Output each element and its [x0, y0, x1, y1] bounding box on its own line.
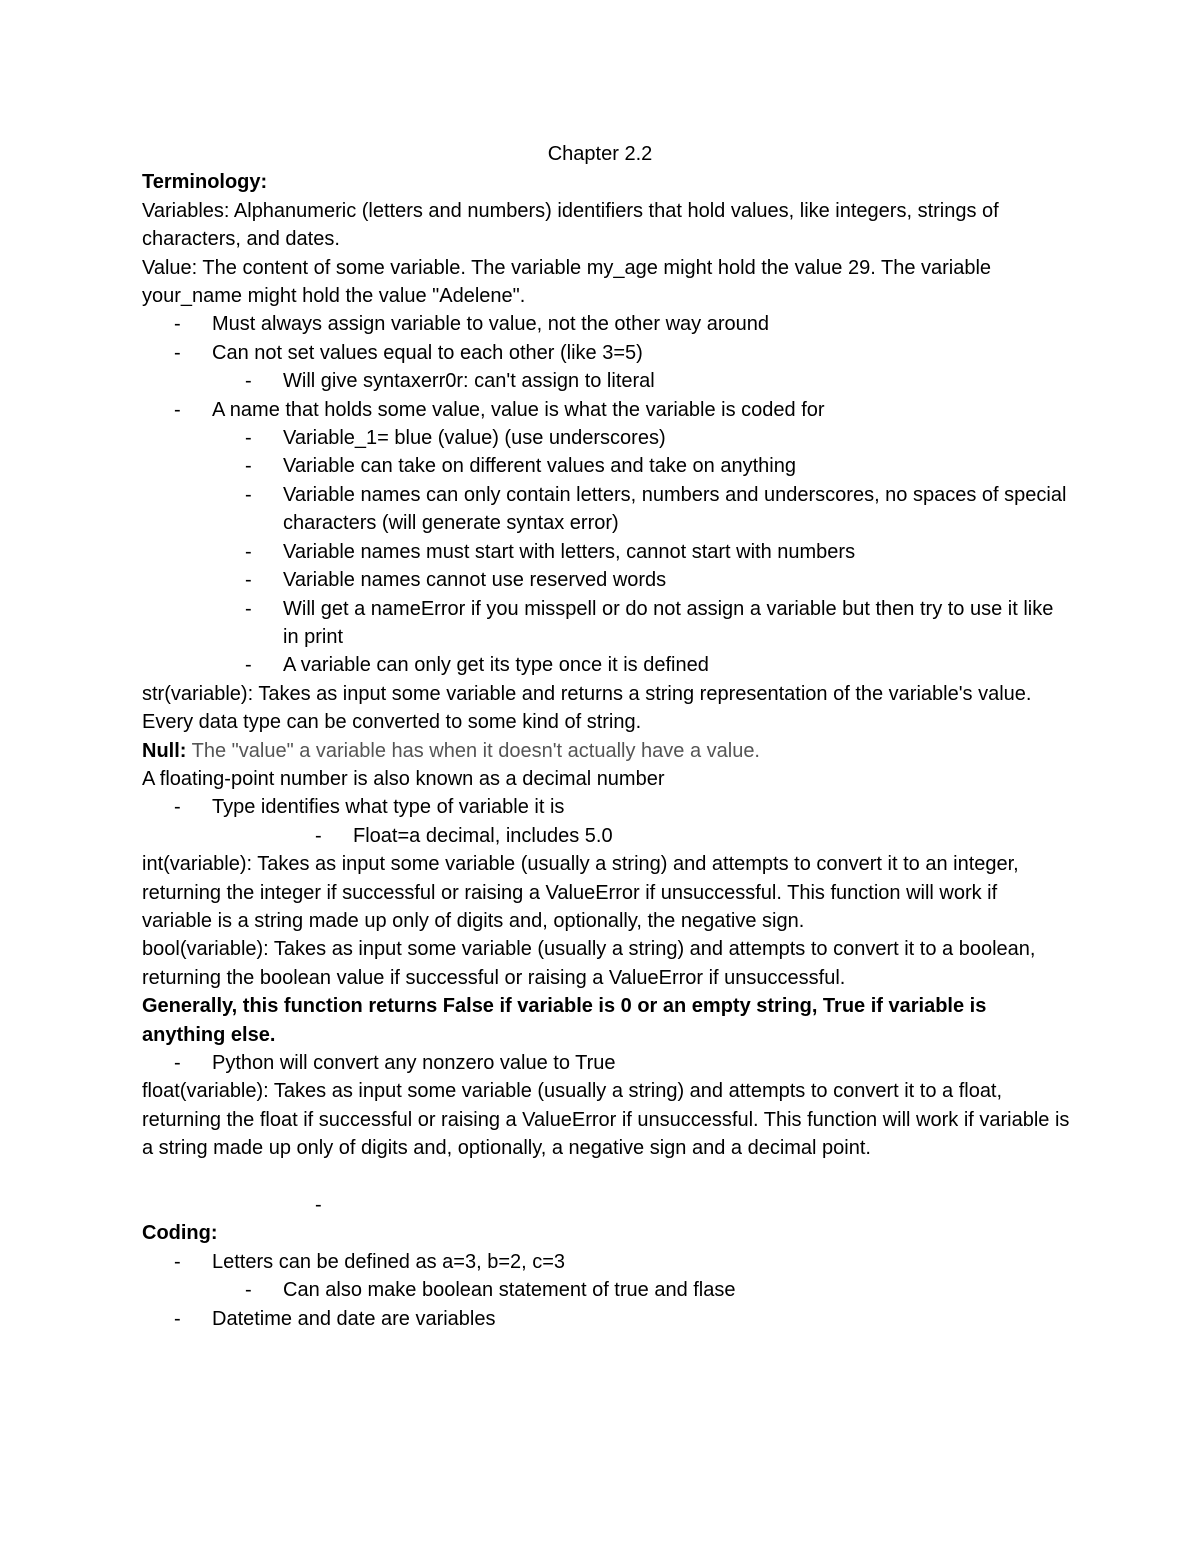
null-text: The "value" a variable has when it doesn't actually have a value. — [186, 739, 760, 762]
page-title: Chapter 2.2 — [547, 143, 653, 165]
list-item — [142, 396, 1072, 424]
list-item — [142, 481, 1072, 538]
list-item-text: Python will convert any nonzero value to True — [212, 1052, 616, 1074]
list-item-text: Letters can be defined as a=3, b=2, c=3 — [212, 1250, 566, 1273]
list-item — [142, 1305, 1072, 1333]
list-item-text: Can not set values equal to each other (like 3=5) — [212, 341, 643, 364]
list-item — [142, 566, 1072, 594]
list-item-text: Can also make boolean statement of true and flase — [283, 1279, 736, 1302]
list-item — [142, 595, 1072, 652]
int-definition: int(variable): Takes as input some variable (usually a string) and attempts to convert it to an integer, returning the integer if successful or raising a ValueError if unsuccessful. This function will work if variable is a string made up only of digits and, optionally, the negative sign. — [142, 853, 1019, 932]
bullet-dash: - — [245, 654, 252, 677]
terminology-heading: Terminology: — [142, 171, 268, 194]
list-item-text: Variable names can only contain letters, numbers and underscores, no spaces of special characters (will generate syntax error) — [283, 483, 1067, 535]
bullet-dash: - — [315, 824, 322, 847]
bullet-dash: - — [245, 1279, 252, 1302]
list-item-text: Will get a nameError if you misspell or do not assign a variable but then try to use it like in print — [283, 597, 1054, 648]
variables-definition: Variables: Alphanumeric (letters and numbers) identifiers that hold values, like integers, strings of characters, and dates. — [142, 199, 999, 251]
bullet-dash: - — [174, 341, 181, 364]
bullet-dash: - — [245, 427, 252, 450]
bullet-dash: - — [174, 1307, 181, 1330]
list-item — [142, 452, 1072, 480]
blank-line — [142, 1163, 1072, 1191]
list-item-text: Variable names cannot use reserved words — [283, 569, 667, 592]
bullet-dash: - — [315, 1194, 322, 1217]
list-item-text: Must always assign variable to value, not the other way around — [212, 313, 769, 336]
list-item — [142, 538, 1072, 566]
list-item — [142, 822, 1072, 850]
value-definition: Value: The content of some variable. The variable my_age might hold the value 29. The variable your_name might hold the value "Adelene". — [142, 256, 992, 308]
null-definition — [142, 737, 1072, 765]
bullet-dash: - — [245, 597, 252, 620]
bullet-dash: - — [174, 1052, 181, 1074]
list-item — [142, 424, 1072, 452]
document-content — [142, 140, 1072, 1333]
bullet-dash: - — [245, 455, 252, 478]
list-item-text: Variable can take on different values and take on anything — [283, 455, 796, 478]
list-item — [142, 793, 1072, 821]
list-item-text: Variable names must start with letters, cannot start with numbers — [283, 540, 856, 563]
list-item — [142, 1049, 1072, 1077]
bool-note: Generally, this function returns False if variable is 0 or an empty string, True if variable is anything else. — [142, 995, 987, 1046]
blank-line — [142, 1191, 1072, 1219]
list-item — [142, 1248, 1072, 1276]
str-definition: str(variable): Takes as input some variable and returns a string representation of the variable's value. Every data type can be converted to some kind of string. — [142, 682, 1032, 734]
list-item-text: Type identifies what type of variable it is — [212, 796, 565, 819]
list-item-text: A name that holds some value, value is what the variable is coded for — [212, 398, 825, 421]
list-item — [142, 310, 1072, 338]
bullet-dash: - — [174, 398, 181, 421]
bullet-dash: - — [245, 569, 252, 592]
bullet-dash: - — [245, 540, 252, 563]
list-item-text: A variable can only get its type once it is defined — [283, 654, 709, 677]
coding-heading: Coding: — [142, 1222, 218, 1245]
list-item — [142, 651, 1072, 679]
list-item-text: Datetime and date are variables — [212, 1307, 496, 1330]
bullet-dash: - — [174, 796, 181, 819]
list-item-text: Will give syntaxerr0r: can't assign to literal — [283, 370, 655, 393]
bullet-dash: - — [174, 313, 181, 336]
list-item — [142, 1276, 1072, 1304]
list-item — [142, 367, 1072, 395]
list-item-text: Float=a decimal, includes 5.0 — [353, 824, 613, 847]
list-item-text: Variable_1= blue (value) (use underscores) — [283, 427, 666, 450]
bool-definition: bool(variable): Takes as input some variable (usually a string) and attempts to convert it to a boolean, returning the boolean value if successful or raising a ValueError if unsuccessful. — [142, 938, 1036, 989]
float-definition: float(variable): Takes as input some variable (usually a string) and attempts to convert it to a float, returning the float if successful or raising a ValueError if unsuccessful. This function will work if variable is a string made up only of digits and, optionally, a negative sign and a decimal point. — [142, 1080, 1070, 1160]
null-label: Null: — [142, 739, 187, 762]
bullet-dash: - — [245, 483, 252, 506]
bullet-dash: - — [245, 370, 252, 393]
bullet-dash: - — [174, 1250, 181, 1273]
list-item — [142, 339, 1072, 367]
float-intro: A floating-point number is also known as a decimal number — [142, 767, 665, 790]
